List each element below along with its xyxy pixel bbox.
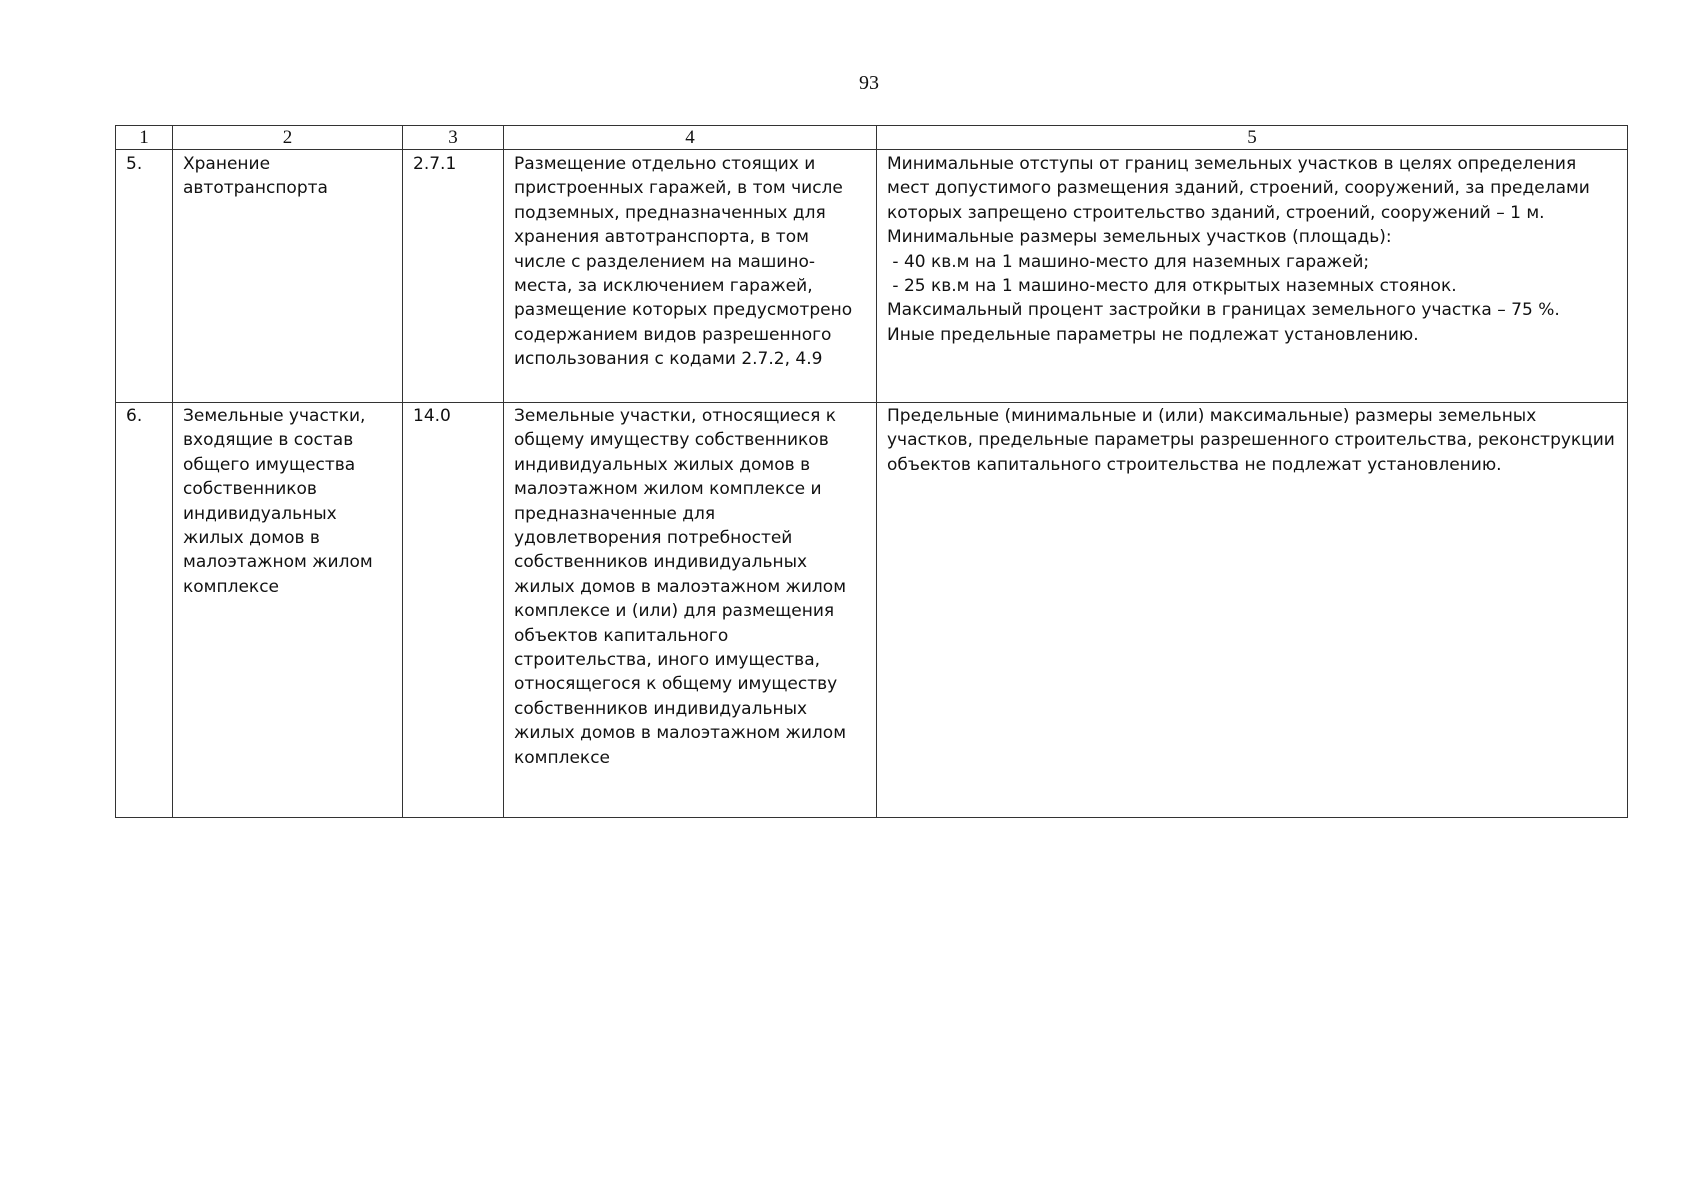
use-name-line: общего имущества xyxy=(183,454,356,475)
description-line: предназначенные для xyxy=(514,503,716,524)
parameters-cell xyxy=(877,150,1628,403)
parameters-line: - 40 кв.м на 1 машино-место для наземных гаражей; xyxy=(887,251,1370,272)
parameters-line: Максимальный процент застройки в границах земельного участка – 75 %. xyxy=(887,300,1560,321)
description-line: строительства, иного имущества, xyxy=(514,650,821,671)
column-header-4: 4 xyxy=(504,126,877,150)
description-line: удовлетворения потребностей xyxy=(514,528,793,549)
description-line: числе с разделением на машино- xyxy=(514,251,815,272)
description-line: индивидуальных жилых домов в xyxy=(514,454,811,475)
use-description-cell xyxy=(504,150,877,403)
description-line: малоэтажном жилом комплексе и xyxy=(514,479,822,500)
column-header-1: 1 xyxy=(116,126,173,150)
page-number: 93 xyxy=(859,72,879,94)
use-name-line: жилых домов в xyxy=(183,528,320,549)
use-name-line: малоэтажном жилом xyxy=(183,552,373,573)
parameters-line: которых запрещено строительство зданий, строений, сооружений – 1 м. xyxy=(887,202,1545,223)
parameters-line: мест допустимого размещения зданий, строений, сооружений, за пределами xyxy=(887,178,1590,199)
column-header-2: 2 xyxy=(173,126,403,150)
description-line: пристроенных гаражей, в том числе xyxy=(514,178,843,199)
use-name-line: собственников xyxy=(183,479,317,500)
parameters-line: Минимальные отступы от границ земельных участков в целях определения xyxy=(887,154,1577,174)
description-line: места, за исключением гаражей, xyxy=(514,276,813,297)
use-name-line: автотранспорта xyxy=(183,178,328,199)
parameters-line: Иные предельные параметры не подлежат установлению. xyxy=(887,324,1419,345)
row-number: 5. xyxy=(116,150,173,403)
use-name-line: входящие в состав xyxy=(183,430,354,451)
description-line: жилых домов в малоэтажном жилом xyxy=(514,576,847,597)
description-line: Земельные участки, относящиеся к xyxy=(514,406,836,426)
column-header-3: 3 xyxy=(403,126,504,150)
row-number: 6. xyxy=(116,403,173,818)
column-header-5: 5 xyxy=(877,126,1628,150)
description-line: собственников индивидуальных xyxy=(514,552,808,573)
use-code-cell: 2.7.1 xyxy=(403,150,504,403)
description-line: объектов капитального xyxy=(514,625,729,646)
description-line: жилых домов в малоэтажном жилом xyxy=(514,723,847,744)
regulations-table xyxy=(115,125,1628,818)
use-description-cell xyxy=(504,403,877,818)
use-name-line: индивидуальных xyxy=(183,503,337,524)
description-line: собственников индивидуальных xyxy=(514,698,808,719)
parameters-cell: Предельные (минимальные и (или) максимальные) размеры земельных участков, предельные параметры разрешенного строительства, реконструкции объектов капитального строительства не подлежат установлению. xyxy=(877,403,1628,818)
use-name-line: Земельные участки, xyxy=(183,406,366,426)
table-row xyxy=(116,403,1628,818)
table-row xyxy=(116,150,1628,403)
parameters-line: - 25 кв.м на 1 машино-место для открытых наземных стоянок. xyxy=(887,276,1457,297)
description-line: подземных, предназначенных для xyxy=(514,202,826,223)
description-line: размещение которых предусмотрено xyxy=(514,300,853,321)
description-line: хранения автотранспорта, в том xyxy=(514,227,809,248)
use-name-line: комплексе xyxy=(183,576,280,597)
description-line: комплексе и (или) для размещения xyxy=(514,601,835,622)
description-line: относящегося к общему имуществу xyxy=(514,674,838,695)
description-line: содержанием видов разрешенного xyxy=(514,324,832,345)
description-line: комплексе xyxy=(514,747,611,768)
use-name-line: Хранение xyxy=(183,154,271,174)
description-line: использования с кодами 2.7.2, 4.9 xyxy=(514,349,823,370)
table-header-row xyxy=(116,126,1628,150)
description-line: Размещение отдельно стоящих и xyxy=(514,154,816,174)
use-name-cell xyxy=(173,150,403,403)
use-name-cell xyxy=(173,403,403,818)
parameters-line: Минимальные размеры земельных участков (площадь): xyxy=(887,227,1392,248)
description-line: общему имуществу собственников xyxy=(514,430,829,451)
use-code-cell: 14.0 xyxy=(403,403,504,818)
